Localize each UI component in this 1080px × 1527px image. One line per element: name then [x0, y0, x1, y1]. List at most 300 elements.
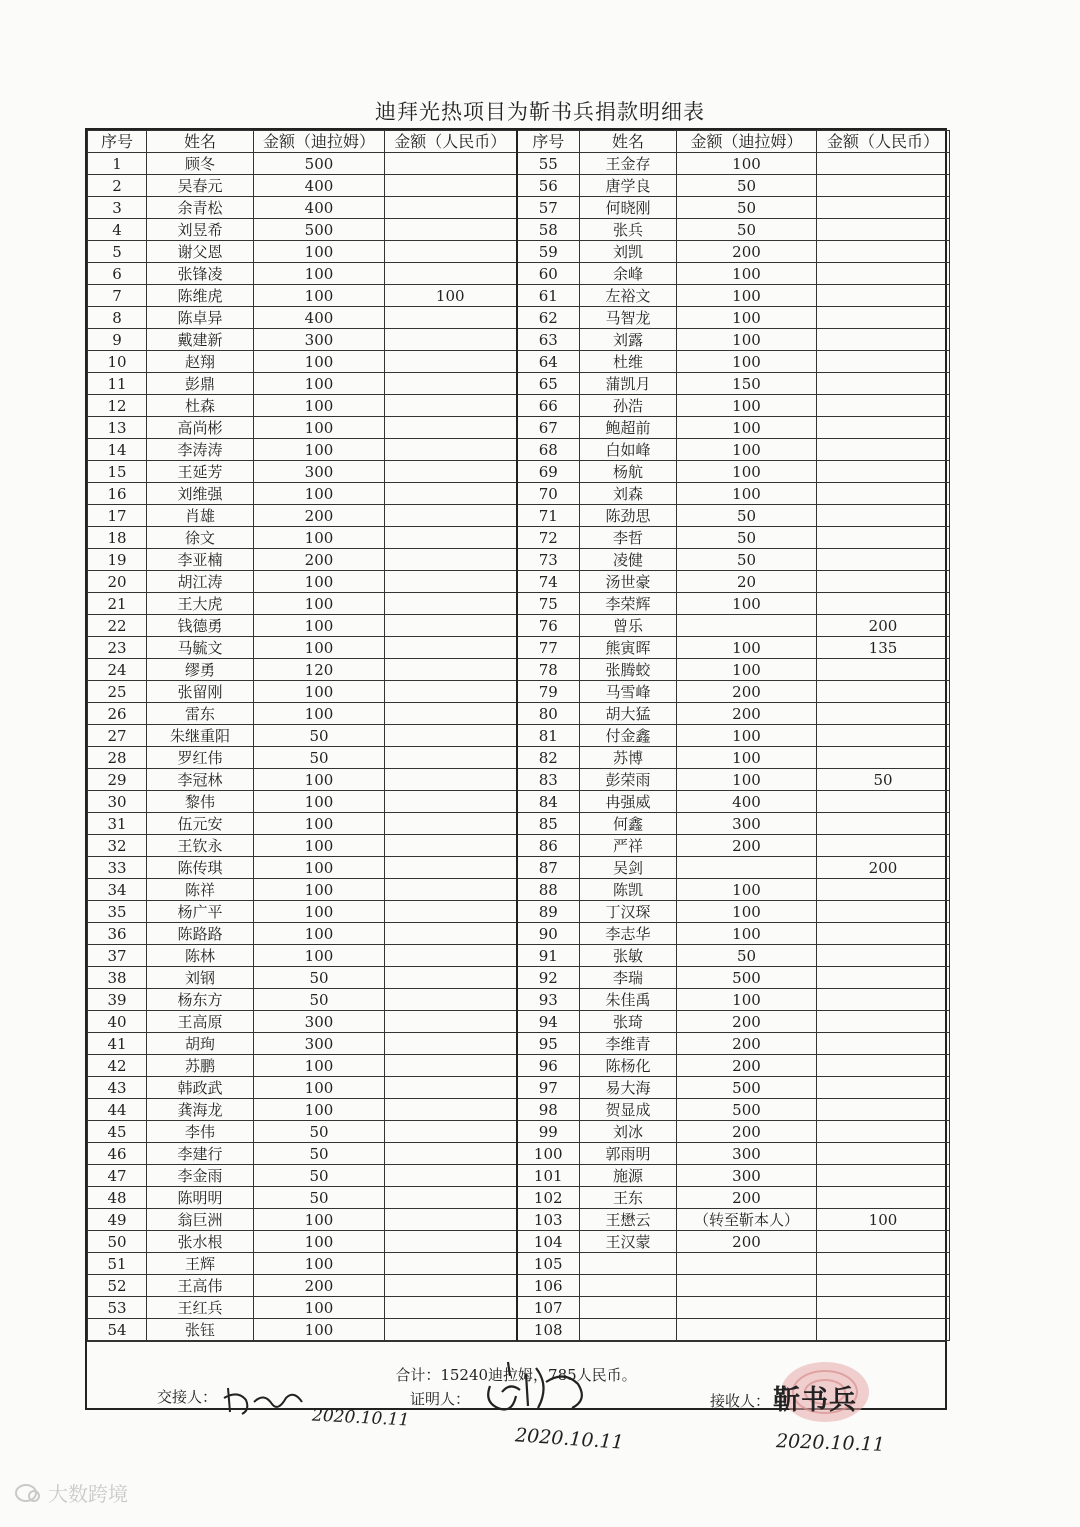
row-name: 张水根	[147, 1231, 254, 1253]
row-rmb	[385, 879, 517, 901]
row-name: 王汉蒙	[580, 1231, 677, 1253]
row-name: 陈明明	[147, 1187, 254, 1209]
row-rmb	[385, 769, 517, 791]
row-rmb	[385, 813, 517, 835]
row-rmb	[817, 439, 950, 461]
row-aed: 200	[677, 1231, 817, 1253]
row-no: 66	[517, 395, 580, 417]
row-aed: 100	[677, 879, 817, 901]
row-no: 43	[88, 1077, 147, 1099]
row-no: 32	[88, 835, 147, 857]
row-aed: 50	[677, 549, 817, 571]
row-aed	[677, 857, 817, 879]
table-row	[88, 395, 950, 417]
row-no: 63	[517, 329, 580, 351]
row-name: 马智龙	[580, 307, 677, 329]
row-rmb	[385, 1011, 517, 1033]
row-rmb	[385, 747, 517, 769]
row-name: 刘露	[580, 329, 677, 351]
row-no: 35	[88, 901, 147, 923]
row-name: 左裕文	[580, 285, 677, 307]
header-row	[88, 131, 950, 153]
row-aed: 50	[677, 219, 817, 241]
row-rmb	[817, 989, 950, 1011]
row-no: 50	[88, 1231, 147, 1253]
chat-bubble-icon	[14, 1482, 42, 1504]
row-aed: 100	[677, 439, 817, 461]
row-name: 钱德勇	[147, 615, 254, 637]
table-row	[88, 923, 950, 945]
witness-date: 2020.10.11	[514, 1424, 625, 1454]
row-rmb	[817, 879, 950, 901]
row-name: 丁汉琛	[580, 901, 677, 923]
row-name: 张敏	[580, 945, 677, 967]
row-name: 刘维强	[147, 483, 254, 505]
row-name: 苏鹏	[147, 1055, 254, 1077]
row-name: 王大虎	[147, 593, 254, 615]
row-name: 李建行	[147, 1143, 254, 1165]
table-row	[88, 1055, 950, 1077]
row-aed: 200	[677, 241, 817, 263]
row-rmb	[817, 241, 950, 263]
row-aed: 200	[254, 549, 385, 571]
row-name: 杨广平	[147, 901, 254, 923]
row-aed: 100	[254, 615, 385, 637]
row-name: 李亚楠	[147, 549, 254, 571]
row-aed: 100	[254, 1231, 385, 1253]
row-name: 黎伟	[147, 791, 254, 813]
row-rmb	[817, 967, 950, 989]
row-no: 99	[517, 1121, 580, 1143]
row-name: 易大海	[580, 1077, 677, 1099]
page-title: 迪拜光热项目为靳书兵捐款明细表	[375, 100, 705, 124]
row-no: 65	[517, 373, 580, 395]
row-aed: 100	[254, 351, 385, 373]
row-no: 5	[88, 241, 147, 263]
row-aed	[677, 1253, 817, 1275]
row-aed: 100	[677, 593, 817, 615]
table-row	[88, 835, 950, 857]
row-name: 王高伟	[147, 1275, 254, 1297]
row-name: 吴春元	[147, 175, 254, 197]
row-no: 60	[517, 263, 580, 285]
row-aed: 100	[254, 241, 385, 263]
row-no: 97	[517, 1077, 580, 1099]
table-row	[88, 791, 950, 813]
row-name: 白如峰	[580, 439, 677, 461]
row-no: 105	[517, 1253, 580, 1275]
header-rmb: 金额（人民币）	[817, 131, 950, 153]
row-aed: 200	[677, 1187, 817, 1209]
row-rmb	[385, 703, 517, 725]
row-rmb	[817, 307, 950, 329]
row-name: 陈凯	[580, 879, 677, 901]
row-rmb	[817, 417, 950, 439]
row-no: 83	[517, 769, 580, 791]
row-aed: 100	[677, 923, 817, 945]
row-no: 11	[88, 373, 147, 395]
row-name: 王延芳	[147, 461, 254, 483]
row-rmb	[385, 329, 517, 351]
row-aed: 100	[677, 263, 817, 285]
row-no: 101	[517, 1165, 580, 1187]
row-no: 3	[88, 197, 147, 219]
table-row	[88, 439, 950, 461]
row-name: 严祥	[580, 835, 677, 857]
row-no: 84	[517, 791, 580, 813]
table-row	[88, 769, 950, 791]
row-name: 赵翔	[147, 351, 254, 373]
row-aed: 100	[254, 923, 385, 945]
table-row	[88, 1099, 950, 1121]
row-aed: 100	[677, 307, 817, 329]
witness-signature	[480, 1356, 595, 1422]
row-name: 李志华	[580, 923, 677, 945]
row-rmb	[385, 659, 517, 681]
row-aed: 100	[254, 1253, 385, 1275]
table-row	[88, 571, 950, 593]
row-rmb	[817, 263, 950, 285]
row-aed: 100	[254, 483, 385, 505]
table-row	[88, 527, 950, 549]
row-rmb	[385, 615, 517, 637]
row-name: 马毓文	[147, 637, 254, 659]
row-rmb	[817, 505, 950, 527]
row-aed: 300	[254, 461, 385, 483]
row-aed: 100	[677, 417, 817, 439]
row-no: 104	[517, 1231, 580, 1253]
row-aed: 100	[254, 417, 385, 439]
row-no: 4	[88, 219, 147, 241]
row-rmb	[817, 791, 950, 813]
row-no: 62	[517, 307, 580, 329]
row-name: 陈林	[147, 945, 254, 967]
row-aed: 100	[254, 593, 385, 615]
row-aed: 50	[254, 1165, 385, 1187]
row-name: 王红兵	[147, 1297, 254, 1319]
row-rmb	[817, 747, 950, 769]
row-name: 冉强威	[580, 791, 677, 813]
row-name: 何鑫	[580, 813, 677, 835]
row-aed: 200	[677, 1033, 817, 1055]
table-row	[88, 659, 950, 681]
row-rmb	[385, 153, 517, 175]
row-no: 30	[88, 791, 147, 813]
total-row: 合计：15240迪拉姆，785人民币。	[87, 1341, 945, 1408]
row-no: 40	[88, 1011, 147, 1033]
row-name: 苏博	[580, 747, 677, 769]
row-name: 翁巨洲	[147, 1209, 254, 1231]
row-rmb	[817, 373, 950, 395]
row-aed: 100	[254, 857, 385, 879]
table-row	[88, 329, 950, 351]
row-name: 张腾蛟	[580, 659, 677, 681]
row-aed: 100	[254, 791, 385, 813]
row-name: 李涛涛	[147, 439, 254, 461]
row-aed: 100	[677, 747, 817, 769]
table-row	[88, 901, 950, 923]
row-no: 7	[88, 285, 147, 307]
table-row	[88, 549, 950, 571]
row-aed: 500	[677, 1099, 817, 1121]
row-aed: 400	[677, 791, 817, 813]
row-name: 谢父恩	[147, 241, 254, 263]
table-row	[88, 1187, 950, 1209]
row-no: 45	[88, 1121, 147, 1143]
row-no: 68	[517, 439, 580, 461]
row-aed: 50	[254, 1143, 385, 1165]
row-name: 陈路路	[147, 923, 254, 945]
row-aed: 100	[254, 373, 385, 395]
row-rmb: 200	[817, 857, 950, 879]
row-no: 51	[88, 1253, 147, 1275]
table-row	[88, 857, 950, 879]
row-aed: 300	[677, 1143, 817, 1165]
row-name: 马雪峰	[580, 681, 677, 703]
table-row	[88, 945, 950, 967]
row-name: 刘昱希	[147, 219, 254, 241]
row-name: 张琦	[580, 1011, 677, 1033]
row-name: 陈传琪	[147, 857, 254, 879]
row-rmb	[817, 703, 950, 725]
row-name: 李冠林	[147, 769, 254, 791]
row-name: 陈卓异	[147, 307, 254, 329]
row-rmb: 50	[817, 769, 950, 791]
row-no: 77	[517, 637, 580, 659]
row-aed: 200	[254, 1275, 385, 1297]
row-no: 96	[517, 1055, 580, 1077]
row-aed: 100	[677, 395, 817, 417]
row-aed: 100	[254, 1077, 385, 1099]
row-no: 20	[88, 571, 147, 593]
header-name: 姓名	[580, 131, 677, 153]
header-aed: 金额（迪拉姆）	[677, 131, 817, 153]
row-rmb	[385, 1121, 517, 1143]
row-rmb	[385, 791, 517, 813]
row-rmb	[385, 967, 517, 989]
row-no: 36	[88, 923, 147, 945]
row-name: 陈维虎	[147, 285, 254, 307]
row-rmb	[385, 571, 517, 593]
row-rmb	[385, 1209, 517, 1231]
row-no: 31	[88, 813, 147, 835]
row-no: 57	[517, 197, 580, 219]
row-name: 吴剑	[580, 857, 677, 879]
row-no: 58	[517, 219, 580, 241]
row-rmb	[385, 681, 517, 703]
row-aed: 100	[677, 769, 817, 791]
row-rmb	[385, 307, 517, 329]
row-name	[580, 1319, 677, 1341]
row-aed: 300	[254, 1011, 385, 1033]
row-rmb	[385, 197, 517, 219]
row-no: 23	[88, 637, 147, 659]
row-rmb	[817, 1319, 950, 1341]
row-name: 胡江涛	[147, 571, 254, 593]
row-rmb	[385, 923, 517, 945]
row-name: 张兵	[580, 219, 677, 241]
row-no: 1	[88, 153, 147, 175]
row-rmb	[817, 461, 950, 483]
row-rmb	[817, 527, 950, 549]
row-rmb	[817, 835, 950, 857]
row-name: 张钰	[147, 1319, 254, 1341]
row-name: 高尚彬	[147, 417, 254, 439]
row-name: 贺显成	[580, 1099, 677, 1121]
row-rmb	[817, 571, 950, 593]
row-no: 93	[517, 989, 580, 1011]
row-no: 89	[517, 901, 580, 923]
row-no: 88	[517, 879, 580, 901]
row-aed: 50	[254, 1121, 385, 1143]
table-row	[88, 747, 950, 769]
row-no: 100	[517, 1143, 580, 1165]
row-no: 91	[517, 945, 580, 967]
row-no: 15	[88, 461, 147, 483]
row-aed: 50	[677, 505, 817, 527]
row-no: 2	[88, 175, 147, 197]
table-row	[88, 879, 950, 901]
table-row	[88, 1143, 950, 1165]
row-aed: 100	[254, 285, 385, 307]
row-name: 王懋云	[580, 1209, 677, 1231]
row-aed: 200	[677, 835, 817, 857]
row-rmb	[817, 395, 950, 417]
row-no: 48	[88, 1187, 147, 1209]
row-no: 8	[88, 307, 147, 329]
row-no: 72	[517, 527, 580, 549]
row-name: 杨东方	[147, 989, 254, 1011]
row-aed: 300	[254, 329, 385, 351]
row-rmb	[385, 1319, 517, 1341]
row-aed: 100	[254, 527, 385, 549]
row-rmb	[385, 637, 517, 659]
row-rmb	[385, 1297, 517, 1319]
row-rmb	[385, 725, 517, 747]
row-no: 87	[517, 857, 580, 879]
table-row	[88, 307, 950, 329]
row-rmb	[817, 1187, 950, 1209]
row-rmb	[817, 285, 950, 307]
row-name: 鲍超前	[580, 417, 677, 439]
row-rmb	[817, 945, 950, 967]
row-name: 熊寅晖	[580, 637, 677, 659]
row-aed: 100	[677, 351, 817, 373]
row-aed: 50	[677, 527, 817, 549]
row-name	[580, 1297, 677, 1319]
table-row	[88, 703, 950, 725]
row-rmb	[817, 153, 950, 175]
table-row	[88, 1011, 950, 1033]
row-name: 龚海龙	[147, 1099, 254, 1121]
row-name: 付金鑫	[580, 725, 677, 747]
row-rmb	[817, 483, 950, 505]
row-rmb	[817, 725, 950, 747]
row-rmb: 100	[817, 1209, 950, 1231]
row-no: 108	[517, 1319, 580, 1341]
row-no: 56	[517, 175, 580, 197]
row-name: 杜森	[147, 395, 254, 417]
row-rmb	[385, 417, 517, 439]
row-aed: 20	[677, 571, 817, 593]
row-name: 王高原	[147, 1011, 254, 1033]
row-aed: 100	[254, 1099, 385, 1121]
row-rmb	[385, 505, 517, 527]
row-aed: 300	[254, 1033, 385, 1055]
row-aed: 50	[254, 725, 385, 747]
row-no: 106	[517, 1275, 580, 1297]
row-rmb	[385, 175, 517, 197]
row-aed: 200	[677, 681, 817, 703]
table-row	[88, 461, 950, 483]
row-no: 44	[88, 1099, 147, 1121]
row-aed: 400	[254, 307, 385, 329]
row-no: 82	[517, 747, 580, 769]
table-row	[88, 1165, 950, 1187]
row-name: 朱继重阳	[147, 725, 254, 747]
row-aed: 100	[254, 1319, 385, 1341]
row-name: 施源	[580, 1165, 677, 1187]
row-name: 胡珣	[147, 1033, 254, 1055]
row-aed: 150	[677, 373, 817, 395]
witness-label: 证明人：	[410, 1390, 471, 1408]
row-aed: 200	[254, 505, 385, 527]
row-aed: 400	[254, 197, 385, 219]
row-rmb	[385, 945, 517, 967]
row-no: 80	[517, 703, 580, 725]
table-row	[88, 725, 950, 747]
row-rmb	[817, 1055, 950, 1077]
table-row	[88, 1209, 950, 1231]
row-name: 刘森	[580, 483, 677, 505]
row-no: 70	[517, 483, 580, 505]
row-name: 伍元安	[147, 813, 254, 835]
row-rmb	[817, 351, 950, 373]
row-rmb	[817, 1033, 950, 1055]
row-aed: 100	[677, 329, 817, 351]
row-name: 朱佳禹	[580, 989, 677, 1011]
row-name: 王辉	[147, 1253, 254, 1275]
row-rmb	[385, 1165, 517, 1187]
row-no: 90	[517, 923, 580, 945]
watermark-text: 大数跨境	[48, 1482, 128, 1506]
row-no: 21	[88, 593, 147, 615]
row-name: 李金雨	[147, 1165, 254, 1187]
row-name: 罗红伟	[147, 747, 254, 769]
row-rmb	[817, 1253, 950, 1275]
row-aed: （转至靳本人）	[677, 1209, 817, 1231]
row-rmb	[817, 593, 950, 615]
row-no: 37	[88, 945, 147, 967]
table-row	[88, 241, 950, 263]
row-name: 张锋凌	[147, 263, 254, 285]
table-row	[88, 637, 950, 659]
receiver-label: 接收人：	[710, 1392, 771, 1410]
row-name: 曾乐	[580, 615, 677, 637]
row-no: 18	[88, 527, 147, 549]
row-no: 98	[517, 1099, 580, 1121]
table-row	[88, 989, 950, 1011]
row-aed: 100	[254, 945, 385, 967]
row-aed: 100	[677, 285, 817, 307]
row-rmb	[817, 549, 950, 571]
row-rmb	[385, 1077, 517, 1099]
row-aed: 100	[254, 835, 385, 857]
row-aed	[677, 1275, 817, 1297]
row-aed: 100	[677, 637, 817, 659]
row-no: 13	[88, 417, 147, 439]
row-aed: 100	[254, 439, 385, 461]
